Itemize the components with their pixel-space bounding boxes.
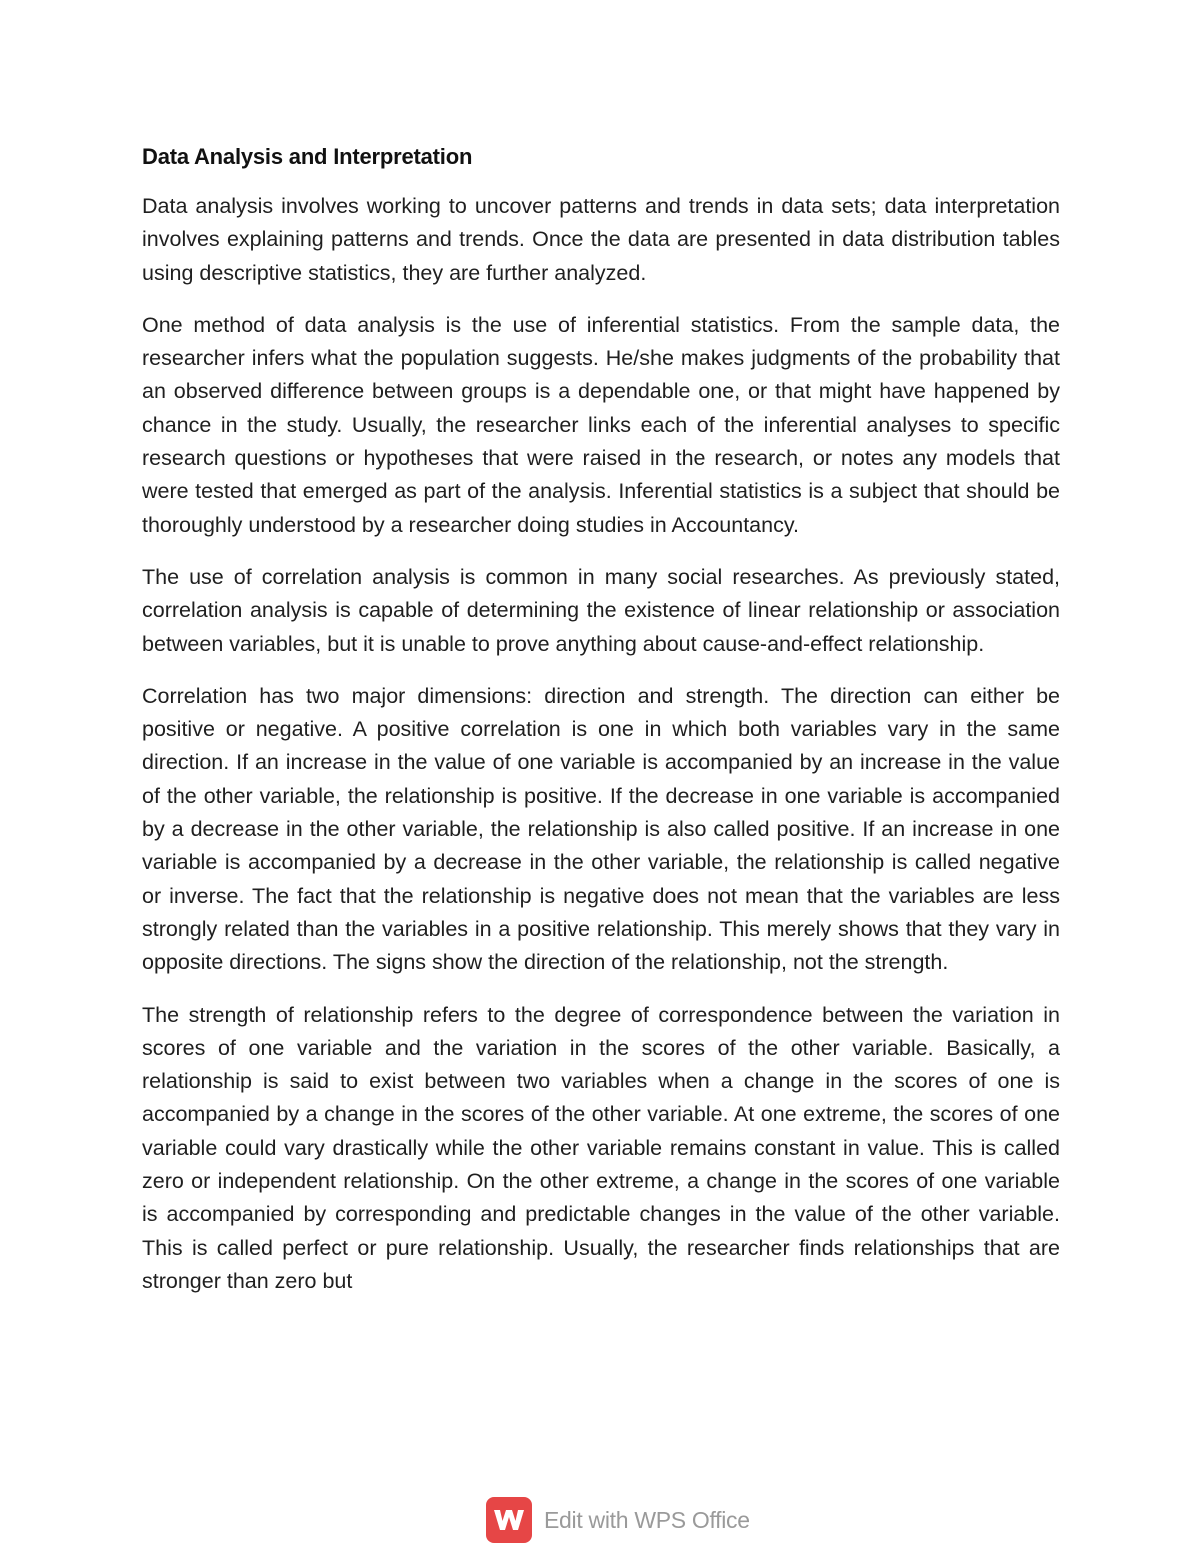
edit-with-wps-label[interactable]: Edit with WPS Office [544,1506,750,1533]
wps-office-logo-icon [486,1497,532,1543]
paragraph: The use of correlation analysis is common in many social researches. As previously stated, correlation analysis is capable of determining the existence of linear relationship or association between variables, but it is unable to prove anything about cause-and-effect relationship. [142,564,1060,656]
paragraph: Correlation has two major dimensions: direction and strength. The direction can either be positive or negative. A positive correlation is one in which both variables vary in the same direction. If an increase in the value of one variable is accompanied by an increase in the value of the other variable, the relationship is positive. If the decrease in one variable is accompanied by a decrease in the other variable, the relationship is also called positive. If an increase in one variable is accompanied by a decrease in the other variable, the relationship is called negative or inverse. The fact that the relationship is negative does not mean that the variables are less strongly related than the variables in a positive relationship. This merely shows that they vary in opposite directions. The signs show the direction of the relationship, not the strength. [142,683,1060,975]
document-content [142,140,1060,1317]
paragraph: The strength of relationship refers to the degree of correspondence between the variation in scores of one variable and the variation in the scores of the other variable. Basically, a relationship is said to exist between two variables when a change in the scores of one is accompanied by a change in the scores of the other variable. At one extreme, the scores of one variable could vary drastically while the other variable remains constant in value. This is called zero or independent relationship. On the other extreme, a change in the scores of one variable is accompanied by corresponding and predictable changes in the value of the other variable. This is called perfect or pure relationship. Usually, the researcher finds relationships that are stronger than zero but [142,1002,1060,1293]
edit-with-wps-badge[interactable] [486,1496,750,1544]
paragraph: Data analysis involves working to uncover patterns and trends in data sets; data interpretation involves explaining patterns and trends. Once the data are presented in data distribution tables using descriptive statistics, they are further analyzed. [142,194,1060,285]
page-title: Data Analysis and Interpretation [142,144,473,169]
paragraph: One method of data analysis is the use of inferential statistics. From the sample data, the researcher infers what the population suggests. He/she makes judgments of the probability that an observed difference between groups is a dependable one, or that might have happened by chance in the study. Usually, the researcher links each of the inferential analyses to specific research questions or hypotheses that were raised in the research, or notes any models that were tested that emerged as part of the analysis. Inferential statistics is a subject that should be thoroughly understood by a researcher doing studies in Accountancy. [142,312,1060,537]
